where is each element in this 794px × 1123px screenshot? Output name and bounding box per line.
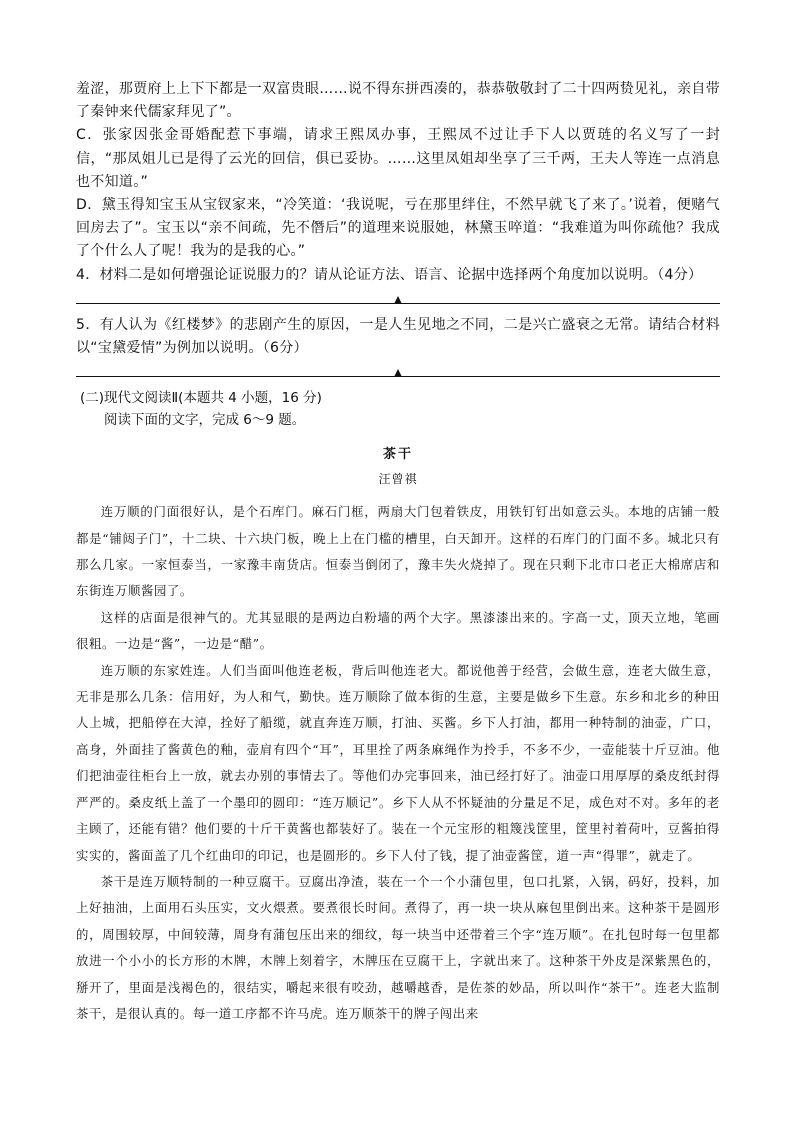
question-5: 5．有人认为《红楼梦》的悲剧产生的原因，一是人生见地之不同，二是兴亡盛衰之无常。请结合材料以“宝黛爱情”为例加以说明。（6分） xyxy=(76,316,720,357)
section-modern-reading-2 xyxy=(76,387,720,431)
section-instruction: 阅读下面的文字，完成 6～9 题。 xyxy=(104,412,306,429)
answer-line-q5 xyxy=(76,366,720,377)
article-author: 汪曾祺 xyxy=(378,472,418,487)
option-c: C．张家因张金哥婚配惹下事端，请求王熙凤办事，王熙凤不过让手下人以贾琏的名义写了一封信，“那凤姐儿已是得了云光的回信，俱已妥协。……这里凤姐却坐享了三千两，王夫人等连一点消息也不知道。” xyxy=(76,127,720,190)
article-paragraph: 茶干是连万顺特制的一种豆腐干。豆腐出净渣，装在一个一个小蒲包里，包口扎紧，入锅，码好，投料，加上好抽油，上面用石头压实，文火煨煮。要煮很长时间。煮得了，再一块一块从麻包里倒出来。这种茶干是圆形的，周围较厚，中间较薄，周身有蒲包压出来的细纹，每一块当中还带着三个字“连万顺”。在扎包时每一包里都放进一个小小的长方形的木牌，木牌上刻着字，木牌压在豆腐干上，字就出来了。这种茶干外皮是深紫黑色的，掰开了，里面是浅褐色的，很结实，嚼起来很有咬劲，越嚼越香，是佐茶的妙品，所以叫作“茶干”。连老大监制茶干，是很认真的。每一道工序都不许马虎。连万顺茶干的牌子闯出来 xyxy=(76,873,720,1021)
option-b-continuation: 羞涩，那贾府上上下下都是一双富贵眼……说不得东拼西凑的，恭恭敬敬封了二十四两贽见礼，亲自带了秦钟来代儒家拜见了”。 xyxy=(76,81,720,121)
answer-mark-triangle-icon xyxy=(394,296,402,304)
options-block xyxy=(76,78,720,377)
answer-mark-triangle-icon xyxy=(394,369,402,377)
answer-line-q4 xyxy=(76,293,720,304)
option-d: D．黛玉得知宝玉从宝钗家来，“冷笑道：‘我说呢，亏在那里绊住，不然早就飞了来了。’说着，便赌气回房去了”。宝玉以“亲不间疏，先不僭后”的道理来说服她，林黛玉啐道：“我难道为叫你疏他？我成了个什么人了呢！我为的是我的心。” xyxy=(76,197,720,260)
article-body xyxy=(76,499,720,1027)
section-heading: (二)现代文阅读Ⅱ(本题共 4 小题，16 分) xyxy=(80,390,322,407)
article-title: 茶干 xyxy=(382,447,413,463)
article-paragraph: 这样的店面是很神气的。尤其显眼的是两边白粉墙的两个大字。黑漆漆出来的。字高一丈，顶天立地，笔画很粗。一边是“酱”，一边是“醋”。 xyxy=(76,609,720,652)
article-paragraph: 连万顺的东家姓连。人们当面叫他连老板，背后叫他连老大。都说他善于经营，会做生意，连老大做生意，无非是那么几条：信用好，为人和气，勤快。连万顺除了做本街的生意，主要是做乡下生意。东乡和北乡的种田人上城，把船停在大淖，拴好了船缆，就直奔连万顺，打油、买酱。乡下人打油，都用一种特制的油壶，广口，高身，外面挂了酱黄色的釉，壶肩有四个“耳”，耳里拴了两条麻绳作为拎手，不多不少，一壶能装十斤豆油。他们把油壶往柜台上一放，就去办别的事情去了。等他们办完事回来，油已经打好了。油壶口用厚厚的桑皮纸封得严严的。桑皮纸上盖了一个墨印的圆印：“连万顺记”。乡下人从不怀疑油的分量足不足，成色对不对。多年的老主顾了，还能有错？他们要的十斤干黄酱也都装好了。装在一个元宝形的粗篾浅筐里，筐里衬着荷叶，豆酱拍得实实的，酱面盖了几个红曲印的印记，也是圆形的。乡下人付了钱，提了油壶酱筐，道一声“得罪”，就走了。 xyxy=(76,662,720,863)
question-4: 4．材料二是如何增强论证说服力的？请从论证方法、语言、论据中选择两个角度加以说明。（4分） xyxy=(76,266,703,283)
article-paragraph: 连万顺的门面很好认，是个石库门。麻石门框，两扇大门包着铁皮，用铁钉钉出如意云头。本地的店铺一般都是“铺闼子门”，十二块、十六块门板，晚上上在门槛的槽里，白天卸开。这样的石库门的门面不多。城北只有那么几家。一家恒泰当，一家豫丰南货店。恒泰当倒闭了，豫丰失火烧掉了。现在只剩下北市口老正大棉席店和东街连万顺酱园了。 xyxy=(76,504,720,599)
